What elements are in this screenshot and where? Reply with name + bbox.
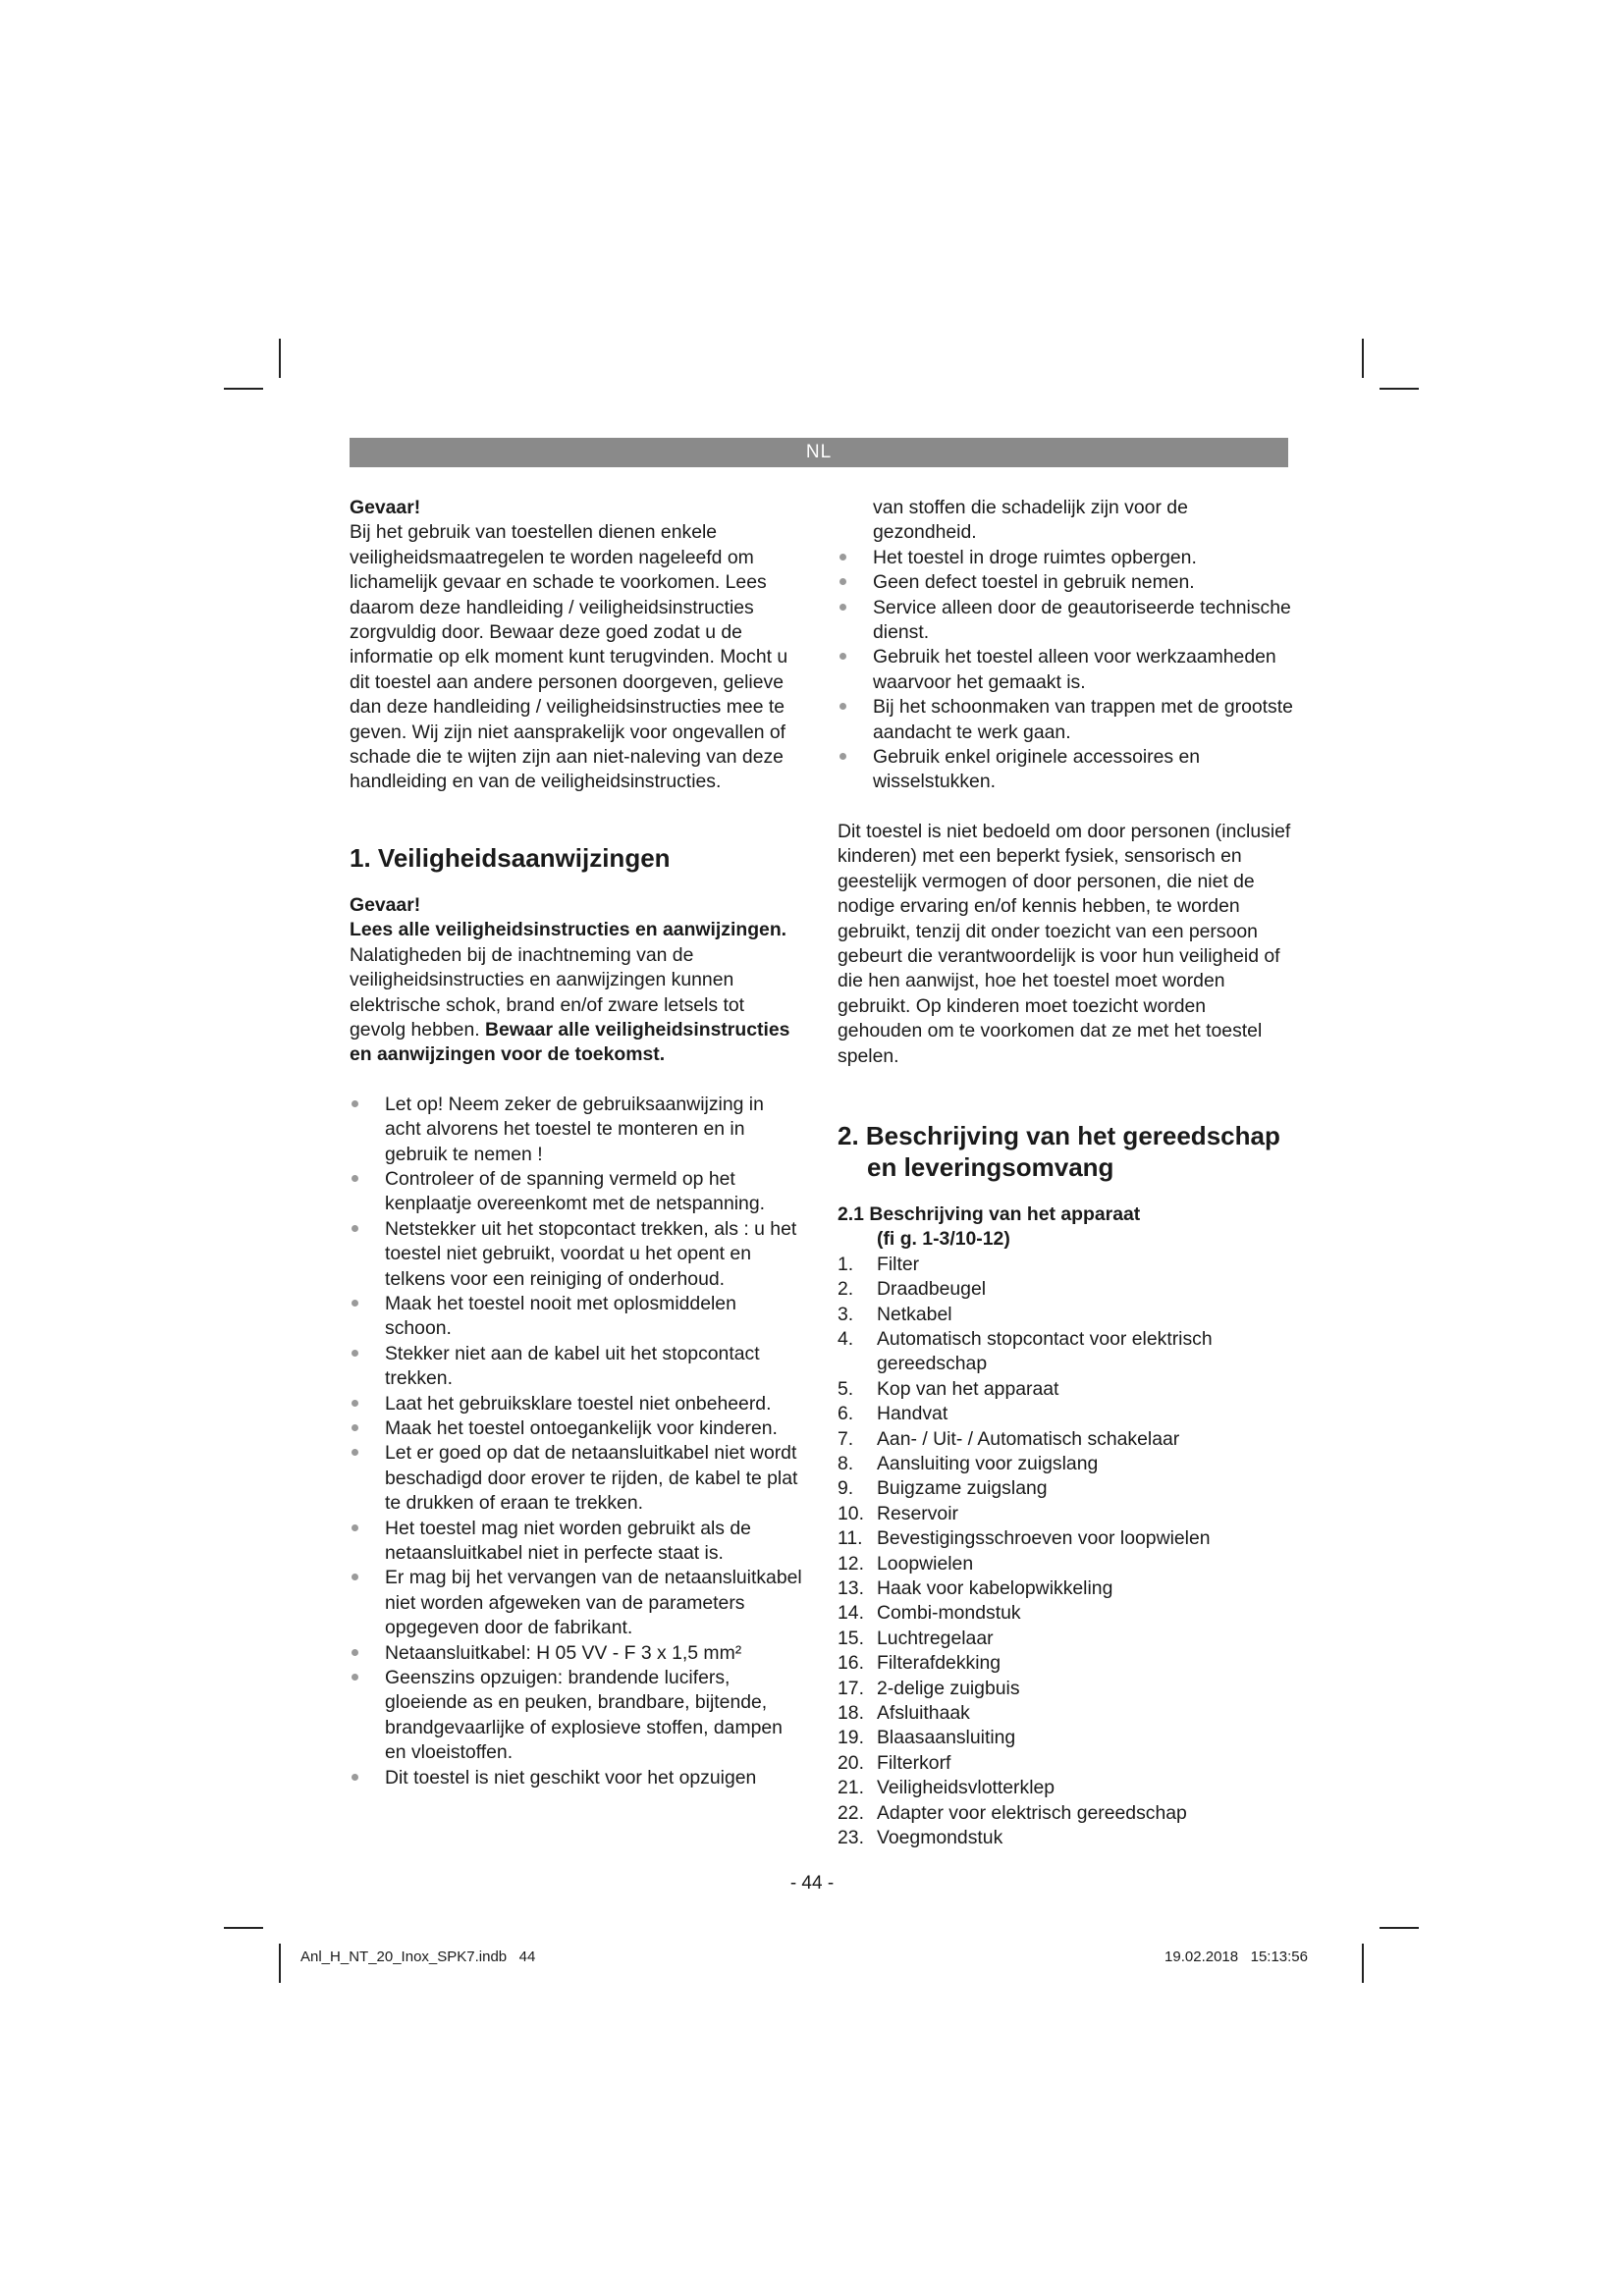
part-label: Afsluithaak — [877, 1702, 970, 1725]
part-number: 2. — [838, 1278, 854, 1301]
list-item — [838, 1651, 1294, 1676]
part-label: Bevestigingsschroeven voor loopwielen — [877, 1527, 1211, 1550]
list-item — [838, 1303, 1294, 1327]
list-item: Maak het toestel ontoegankelijk voor kinderen. — [350, 1416, 803, 1441]
part-label: Haak voor kabelopwikkeling — [877, 1577, 1113, 1600]
section2-title — [838, 1120, 1294, 1183]
crop-mark — [1362, 1944, 1364, 1983]
part-label: Filter — [877, 1253, 920, 1275]
crop-mark — [224, 1927, 263, 1929]
list-item — [838, 1601, 1294, 1626]
part-number: 11. — [838, 1527, 863, 1550]
part-number: 16. — [838, 1652, 864, 1675]
part-number: 8. — [838, 1453, 854, 1474]
warning-bold-1: Lees alle veiligheidsinstructies en aanwijzingen. — [350, 919, 787, 941]
part-label: Buigzame zuigslang — [877, 1477, 1048, 1500]
warning-heading: Gevaar! — [350, 893, 421, 916]
list-item: Netaansluitkabel: H 05 VV - F 3 x 1,5 mm² — [350, 1641, 803, 1666]
list-item: Dit toestel is niet geschikt voor het opzuigen — [350, 1766, 803, 1790]
part-number: 13. — [838, 1577, 864, 1600]
subsection-2-1-title — [838, 1202, 1294, 1253]
list-item: Let er goed op dat de netaansluitkabel niet wordt beschadigd door erover te rijden, de kabel te plat te drukken of eraan te trekken. — [350, 1441, 803, 1516]
list-item: Het toestel in droge ruimtes opbergen. — [838, 546, 1294, 570]
list-item: Maak het toestel nooit met oplosmiddelen schoon. — [350, 1292, 803, 1342]
warning-text: Nalatigheden bij de inachtneming van de veiligheidsinstructies en aanwijzingen kunnen elektrische schok, brand en/of zware letsels tot gevolg hebben. — [350, 943, 745, 1041]
part-label: Aansluiting voor zuigslang — [877, 1453, 1099, 1474]
list-item — [838, 1277, 1294, 1302]
intro-heading: Gevaar! — [350, 497, 421, 518]
part-label: Handvat — [877, 1403, 948, 1425]
list-item — [838, 1677, 1294, 1701]
list-item: Gebruik het toestel alleen voor werkzaamheden waarvoor het gemaakt is. — [838, 645, 1294, 695]
part-number: 20. — [838, 1751, 864, 1774]
right-column — [838, 496, 1294, 1851]
list-item: Service alleen door de geautoriseerde technische dienst. — [838, 596, 1294, 646]
part-label: Blaasaansluiting — [877, 1727, 1016, 1749]
part-label: Draadbeugel — [877, 1278, 987, 1301]
part-label: Luchtregelaar — [877, 1627, 994, 1649]
part-number: 14. — [838, 1602, 864, 1625]
part-label: Loopwielen — [877, 1552, 974, 1575]
list-item — [838, 1776, 1294, 1800]
footer-file-name: Anl_H_NT_20_Inox_SPK7.indb 44 — [300, 1949, 536, 1965]
crop-mark — [1380, 1927, 1419, 1929]
list-item: Stekker niet aan de kabel uit het stopcontact trekken. — [350, 1342, 803, 1392]
safety-bullet-list — [350, 1093, 803, 1790]
part-number: 17. — [838, 1677, 864, 1699]
list-item — [838, 1726, 1294, 1750]
part-label: Netkabel — [877, 1303, 952, 1325]
section1-title: 1. Veiligheidsaanwijzingen — [350, 842, 671, 873]
footer-timestamp: 19.02.2018 15:13:56 — [1164, 1949, 1308, 1965]
part-label: Filterafdekking — [877, 1652, 1001, 1675]
list-item: Laat het gebruiksklare toestel niet onbeheerd. — [350, 1392, 803, 1416]
list-item: Er mag bij het vervangen van de netaansluitkabel niet worden afgeweken van de parameters opgegeven door de fabrikant. — [350, 1566, 803, 1640]
part-label: Aan- / Uit- / Automatisch schakelaar — [877, 1427, 1180, 1450]
part-number: 12. — [838, 1552, 864, 1575]
part-number: 15. — [838, 1627, 864, 1649]
part-number: 10. — [838, 1502, 864, 1524]
part-number: 9. — [838, 1477, 854, 1500]
list-item — [838, 1526, 1294, 1551]
crop-mark — [279, 1944, 281, 1983]
part-number: 6. — [838, 1403, 854, 1425]
list-item — [838, 1801, 1294, 1826]
language-label: NL — [805, 442, 833, 462]
list-item — [838, 1327, 1294, 1377]
part-number: 4. — [838, 1327, 854, 1350]
crop-mark — [1380, 388, 1419, 390]
left-column — [350, 496, 803, 1790]
part-number: 21. — [838, 1777, 864, 1799]
part-number: 7. — [838, 1427, 854, 1450]
part-number: 3. — [838, 1303, 854, 1325]
list-item: Bij het schoonmaken van trappen met de grootste aandacht te werk gaan. — [838, 695, 1294, 745]
list-item — [838, 1701, 1294, 1726]
list-item — [838, 1502, 1294, 1526]
list-item: Let op! Neem zeker de gebruiksaanwijzing in acht alvorens het toestel te monteren en in gebruik te nemen ! — [350, 1093, 803, 1167]
subsection-2-1-line1: 2.1 Beschrijving van het apparaat — [838, 1202, 1141, 1225]
list-item — [838, 1427, 1294, 1452]
part-number: 23. — [838, 1827, 864, 1849]
bullet-continuation: van stoffen die schadelijk zijn voor de gezondheid. — [873, 497, 1188, 544]
page-number: - 44 - — [789, 1873, 835, 1894]
section2-title-line1: 2. Beschrijving van het gereedschap — [838, 1120, 1280, 1150]
list-item: Het toestel mag niet worden gebruikt als de netaansluitkabel niet in perfecte staat is. — [350, 1517, 803, 1567]
persons-paragraph: Dit toestel is niet bedoeld om door personen (inclusief kinderen) met een beperkt fysiek, sensorisch en geestelijk vermogen of door personen, die niet de nodige ervaring en/of kennis hebben, te worden gebruikt, tenzij dit onder toezicht van een persoon gebeurt die verantwoordelijk is voor hun veiligheid of die hen aanwijst, hoe het toestel moet worden gebruikt. Op kinderen moet toezicht worden gehouden om te voorkomen dat ze met het toestel spelen. — [838, 820, 1291, 1067]
part-label: 2-delige zuigbuis — [877, 1677, 1020, 1699]
section2-title-line2: en leveringsomvang — [867, 1151, 1114, 1182]
part-label: Adapter voor elektrisch gereedschap — [877, 1801, 1187, 1824]
subsection-2-1-line2: (fi g. 1-3/10-12) — [877, 1228, 1010, 1251]
list-item — [838, 1627, 1294, 1651]
part-number: 19. — [838, 1727, 864, 1749]
part-label: Kop van het apparaat — [877, 1377, 1059, 1400]
list-item: Geenszins opzuigen: brandende lucifers, gloeiende as en peuken, brandbare, bijtende, brandgevaarlijke of explosieve stoffen, dampen en vloeistoffen. — [350, 1666, 803, 1766]
intro-paragraph: Bij het gebruik van toestellen dienen enkele veiligheidsmaatregelen te worden nageleefd om lichamelijk gevaar en schade te voorkomen. Lees daarom deze handleiding / veiligheidsinstructies zorgvuldig door. Bewaar deze goed zodat u de informatie op elk moment kunt terugvinden. Mocht u dit toestel aan andere personen doorgeven, gelieve dan deze handleiding / veiligheidsinstructies mee te geven. Wij zijn niet aansprakelijk voor ongevallen of schade die te wijten zijn aan niet-naleving van deze handleiding en van de veiligheidsinstructies. — [350, 521, 788, 793]
warning-paragraph — [350, 918, 803, 1067]
list-item: Gebruik enkel originele accessoires en wisselstukken. — [838, 745, 1294, 795]
list-item: Netstekker uit het stopcontact trekken, als : u het toestel niet gebruikt, voordat u het opent en telkens voor een reiniging of onderhoud. — [350, 1217, 803, 1292]
part-label: Automatisch stopcontact voor elektrisch gereedschap — [877, 1327, 1213, 1375]
list-item — [838, 1402, 1294, 1426]
list-item — [838, 1751, 1294, 1776]
safety-bullet-list-continued — [838, 546, 1294, 795]
list-item — [838, 1552, 1294, 1576]
part-label: Filterkorf — [877, 1751, 951, 1774]
list-item: Controleer of de spanning vermeld op het kenplaatje overeenkomt met de netspanning. — [350, 1167, 803, 1217]
part-label: Voegmondstuk — [877, 1827, 1003, 1849]
crop-mark — [1362, 339, 1364, 378]
part-label: Veiligheidsvlotterklep — [877, 1777, 1056, 1799]
crop-mark — [279, 339, 281, 378]
list-item — [838, 1476, 1294, 1501]
list-item — [838, 1253, 1294, 1277]
parts-list — [838, 1253, 1294, 1851]
list-item: Geen defect toestel in gebruik nemen. — [838, 570, 1294, 595]
list-item — [838, 1377, 1294, 1402]
part-number: 22. — [838, 1801, 864, 1824]
part-number: 5. — [838, 1377, 854, 1400]
part-number: 1. — [838, 1253, 854, 1275]
crop-mark — [224, 388, 263, 390]
warning-bold-2: Bewaar alle veiligheidsinstructies en aanwijzingen voor de toekomst. — [350, 1018, 790, 1066]
list-item — [838, 1576, 1294, 1601]
part-number: 18. — [838, 1702, 864, 1725]
list-item — [838, 1826, 1294, 1850]
part-label: Reservoir — [877, 1502, 958, 1524]
part-label: Combi-mondstuk — [877, 1602, 1021, 1625]
language-header-bar — [350, 438, 1288, 467]
list-item — [838, 1452, 1294, 1476]
